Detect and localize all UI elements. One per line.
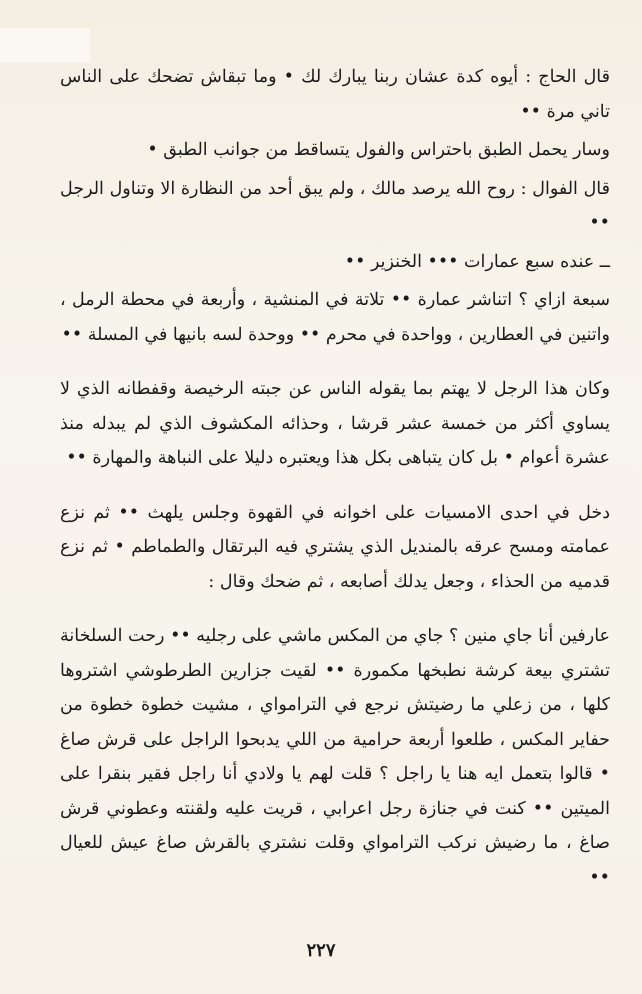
paragraph: ــ عنده سبع عمارات ••• الخنزير •• xyxy=(344,251,610,272)
paragraph: سبعة ازاي ؟ اتناشر عمارة •• تلاتة في المنشية ، وأربعة في محطة الرمل ، واتنين في العطارين ، وواحدة في محرم •• ووحدة لسه بانيها في المسلة •• xyxy=(60,290,610,345)
paragraph: وكان هذا الرجل لا يهتم بما يقوله الناس عن جبته الرخيصة وقفطانه الذي لا يساوي أكثر من خمسة عشر قرشا ، وحذائه المكشوف الذي لم يبدله منذ عشرة أعوام • بل كان يتباهى بكل هذا ويعتبره دليلا على النباهة والمهارة •• xyxy=(60,379,610,468)
paragraph: دخل في احدى الامسيات على اخوانه في القهوة وجلس يلهث •• ثم نزع عمامته ومسح عرقه بالمنديل الذي يشتري فيه البرتقال والطماطم • ثم نزع قدميه من الحذاء ، وجعل يدلك أصابعه ، ثم ضحك وقال : xyxy=(60,502,610,592)
page-number: ٢٢٧ xyxy=(306,940,336,961)
body-text xyxy=(60,60,610,895)
paragraph: قال الحاج : أيوه كدة عشان ربنا يبارك لك • وما تبقاش تضحك على الناس تاني مرة •• xyxy=(60,67,610,122)
paragraph: عارفين أنا جاي منين ؟ جاي من المكس ماشي على رجليه •• رحت السلخانة تشتري بيعة كرشة نطبخها مكمورة •• لقيت جزارين الطرطوشي اشتروها كلها ، من زعلي ما رضيتش نرجع في الترامواي ، مشيت خطوة خطوة من حفاير المكس ، طلعوا أربعة حرامية من اللي يدبحوا الراجل على قرش صاغ • قالوا بتعمل ايه هنا يا راجل ؟ قلت لهم يا ولادي أنا راجل فقير بنقرا على الميتين •• كنت في جنازة رجل اعرابي ، قريت عليه ولقنته وعطوني قرش صاغ ، ما رضيش نركب الترامواي وقلت نشتري بالقرش صاغ عيش للعيال •• xyxy=(60,626,610,888)
paragraph: وسار يحمل الطبق باحتراس والفول يتساقط من جوانب الطبق • xyxy=(147,140,610,160)
scan-corner-mark xyxy=(0,28,90,62)
paragraph: قال الفوال : روح الله يرصد مالك ، ولم يبق أحد من النظارة الا وتناول الرجل •• xyxy=(60,178,610,233)
